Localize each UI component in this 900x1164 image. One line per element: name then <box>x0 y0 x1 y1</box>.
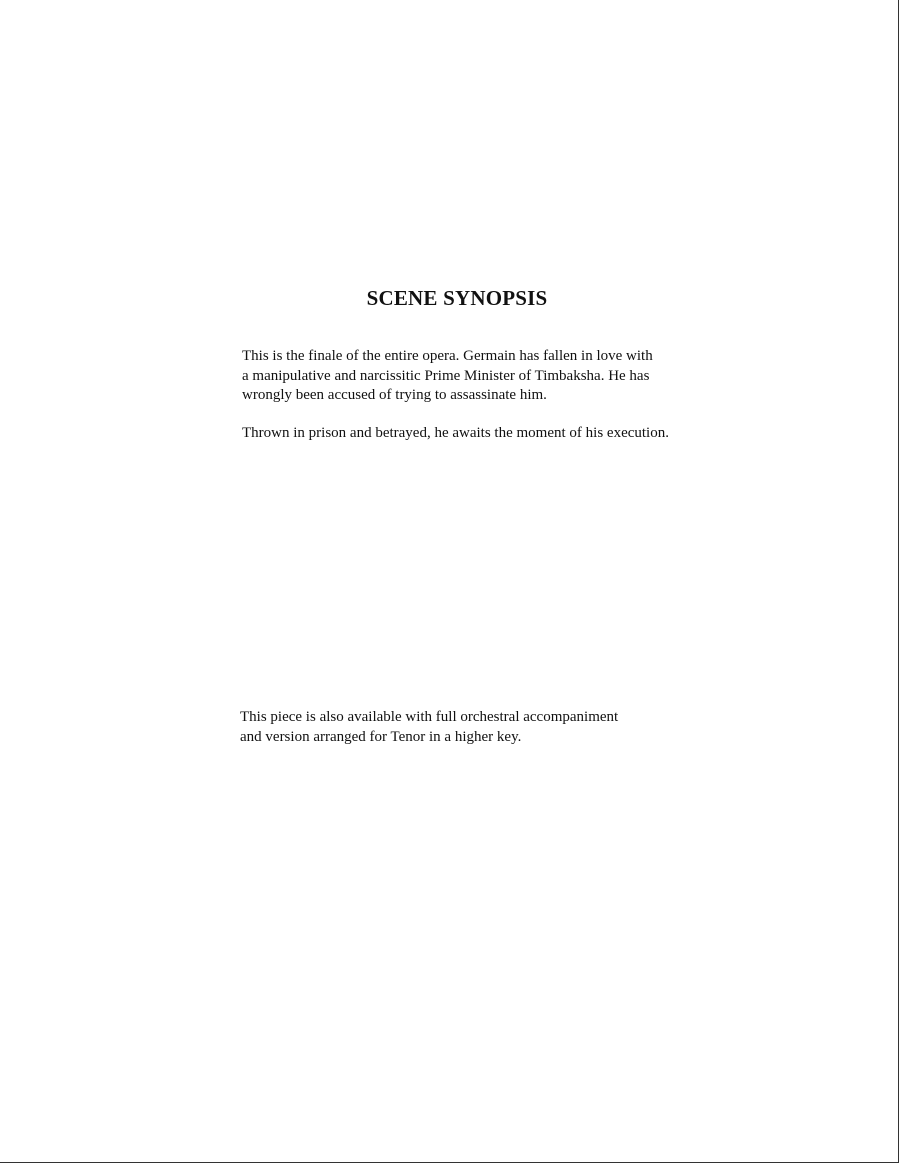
note-line: and version arranged for Tenor in a higher key. <box>240 728 522 745</box>
page-title: SCENE SYNOPSIS <box>366 286 548 310</box>
synopsis-paragraph-2 <box>242 424 669 444</box>
synopsis-line: Thrown in prison and betrayed, he awaits the moment of his execution. <box>242 425 669 441</box>
availability-note <box>240 708 618 747</box>
note-line: This piece is also available with full orchestral accompaniment <box>240 709 619 725</box>
synopsis-line: This is the finale of the entire opera. Germain has fallen in love with <box>242 348 653 364</box>
synopsis-line: wrongly been accused of trying to assassinate him. <box>242 387 547 403</box>
synopsis-paragraph-1 <box>242 347 653 406</box>
synopsis-line: a manipulative and narcissitic Prime Minister of Timbaksha. He has <box>242 367 650 384</box>
